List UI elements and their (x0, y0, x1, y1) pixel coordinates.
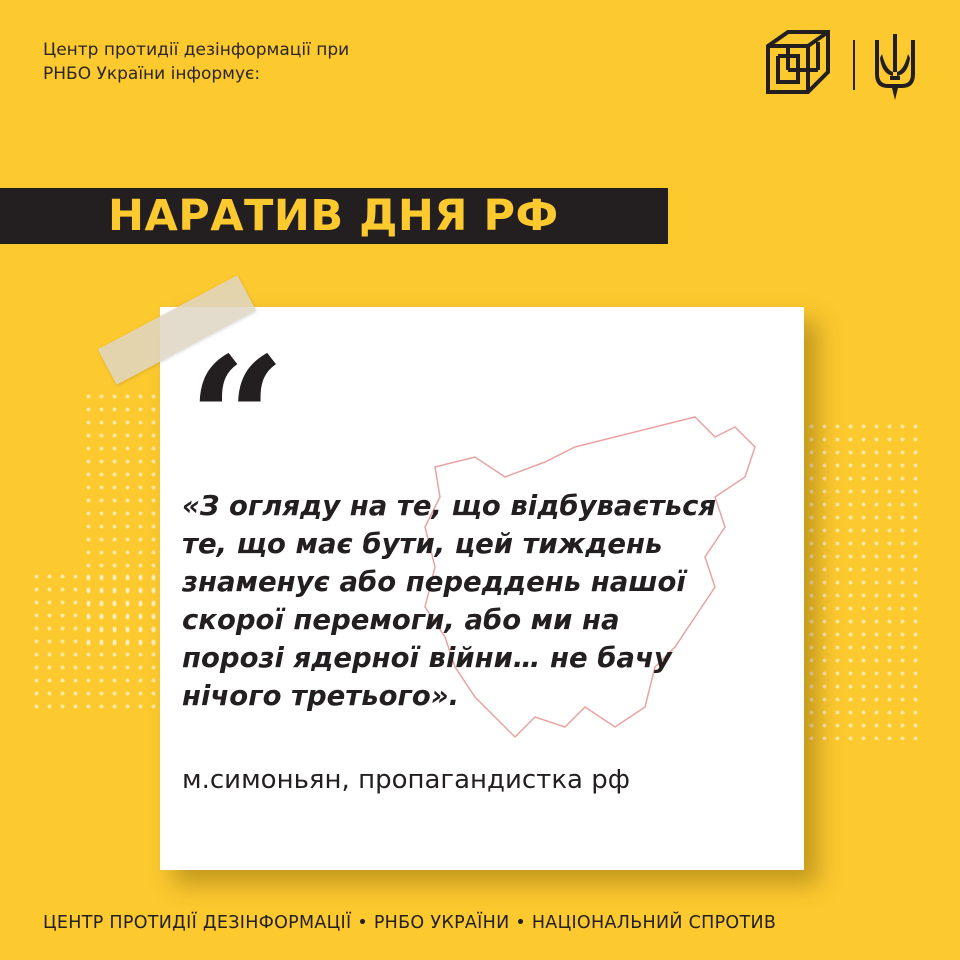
quote-line: «З огляду на те, що відбувається (182, 490, 717, 522)
quote-line: нічого третього». (182, 680, 460, 712)
dot-pattern-right (805, 420, 925, 740)
logo-divider (853, 40, 855, 90)
header-text (43, 38, 463, 86)
cube-logo-icon (762, 26, 834, 98)
header-line-2: РНБО України інформує: (43, 64, 261, 84)
quote-line: скорої перемоги, або ми на (182, 604, 620, 636)
banner-title: НАРАТИВ ДНЯ РФ (108, 191, 559, 241)
quote-line: порозі ядерної війни… не бачу (182, 642, 672, 674)
header-line-1: Центр протидії дезінформації при (43, 40, 350, 60)
quote-card (160, 307, 804, 870)
quote-text (182, 487, 782, 715)
dot-pattern-bottom-left (30, 570, 160, 710)
quote-line: те, що має бути, цей тиждень (182, 528, 663, 560)
tryzub-icon (872, 32, 918, 102)
quote-mark: “ (188, 320, 286, 520)
quote-author: м.симоньян, пропагандистка рф (182, 765, 630, 795)
quote-line: знаменує або переддень нашої (182, 566, 686, 598)
footer-text: ЦЕНТР ПРОТИДІЇ ДЕЗІНФОРМАЦІЇ • РНБО УКРАЇНИ • НАЦІОНАЛЬНИЙ СПРОТИВ (43, 913, 777, 933)
